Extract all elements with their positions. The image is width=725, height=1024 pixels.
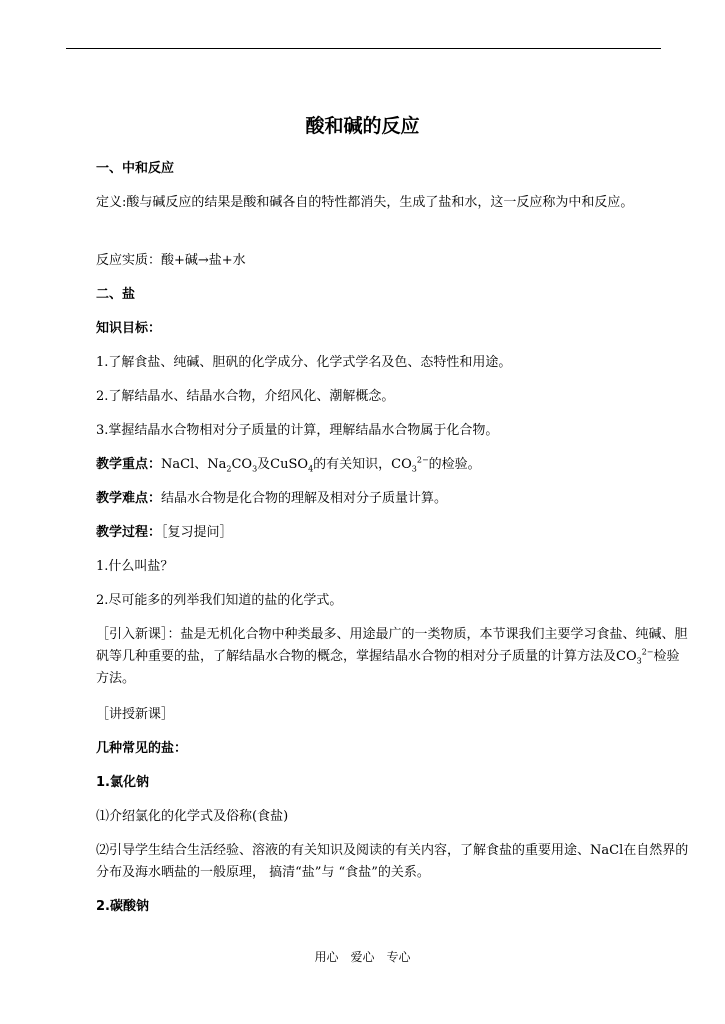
footer (0, 948, 725, 965)
footer-word: 专心 (386, 950, 411, 964)
goal-item: 1.了解食盐、纯碱、胆矾的化学成分、化学式学名及色、态特性和用途。 (96, 355, 512, 370)
key-text: 的有关知识，CO (313, 457, 412, 472)
reaction-essence: 反应实质：酸+碱→盐+水 (96, 253, 246, 268)
intro-text: ［引入新课］：盐是无机化合物中种类最多、用途最广的一类物质，本节课我们主要学习食盐、纯碱、胆矾等几种重要的盐，了解结晶水合物的概念，掌握结晶水合物的相对分子质量的计算方法及CO (96, 627, 688, 664)
key-points-label: 教学重点： (96, 457, 162, 472)
key-points (66, 454, 696, 476)
footer-word: 用心 (314, 950, 339, 964)
process-text: ［复习提问］ (161, 525, 233, 540)
difficulty-text: 结晶水合物是化合物的理解及相对分子质量计算。 (161, 491, 448, 506)
key-text: 及CuSO (257, 457, 309, 472)
intro-text: 检验方法。 (96, 649, 680, 686)
header-rule (66, 48, 661, 49)
difficulty (66, 488, 696, 510)
key-sub: 2 (226, 464, 232, 474)
question-item: 2.尽可能多的列举我们知道的盐的化学式。 (96, 593, 343, 608)
key-text: 的检验。 (428, 457, 481, 472)
common-salts-heading: 几种常见的盐： (96, 741, 188, 756)
key-sub: 3 (411, 464, 417, 474)
difficulty-label: 教学难点： (96, 491, 162, 506)
key-sub: 3 (252, 464, 258, 474)
section-heading-neutralization: 一、中和反应 (96, 161, 175, 176)
goals-heading: 知识目标： (96, 321, 162, 336)
process (66, 522, 696, 544)
goal-item: 2.了解结晶水、结晶水合物，介绍风化、潮解概念。 (96, 389, 395, 404)
section-heading-salt: 二、盐 (96, 287, 136, 302)
question-item: 1.什么叫盐？ (96, 559, 174, 574)
intro-paragraph (66, 624, 692, 690)
lecture-label: ［讲授新课］ (96, 707, 175, 722)
intro-sup: 2− (641, 647, 654, 657)
page-title: 酸和碱的反应 (305, 115, 420, 137)
process-label: 教学过程： (96, 525, 162, 540)
key-sub: 4 (308, 464, 314, 474)
key-text: CO (231, 457, 253, 472)
definition-paragraph: 定义:酸与碱反应的结果是酸和碱各自的特性都消失，生成了盐和水，这一反应称为中和反应。 (96, 195, 634, 210)
key-sup: 2− (416, 455, 429, 465)
nacl-item: ⑴介绍氯化的化学式及俗称(食盐) (96, 809, 289, 824)
nacl-item: ⑵引导学生结合生活经验、溶液的有关知识及阅读的有关内容，了解食盐的重要用途、NaCl在自然界的分布及海水晒盐的一般原理， 搞清“盐”与 “食盐”的关系。 (96, 843, 689, 880)
intro-sub: 3 (636, 656, 642, 666)
key-text: NaCl、Na (161, 457, 227, 472)
goal-item: 3.掌握结晶水合物相对分子质量的计算，理解结晶水合物属于化合物。 (96, 423, 499, 438)
footer-word: 爱心 (350, 950, 375, 964)
soda-heading: 2.碳酸钠 (96, 899, 149, 914)
nacl-heading: 1.氯化钠 (96, 775, 149, 790)
